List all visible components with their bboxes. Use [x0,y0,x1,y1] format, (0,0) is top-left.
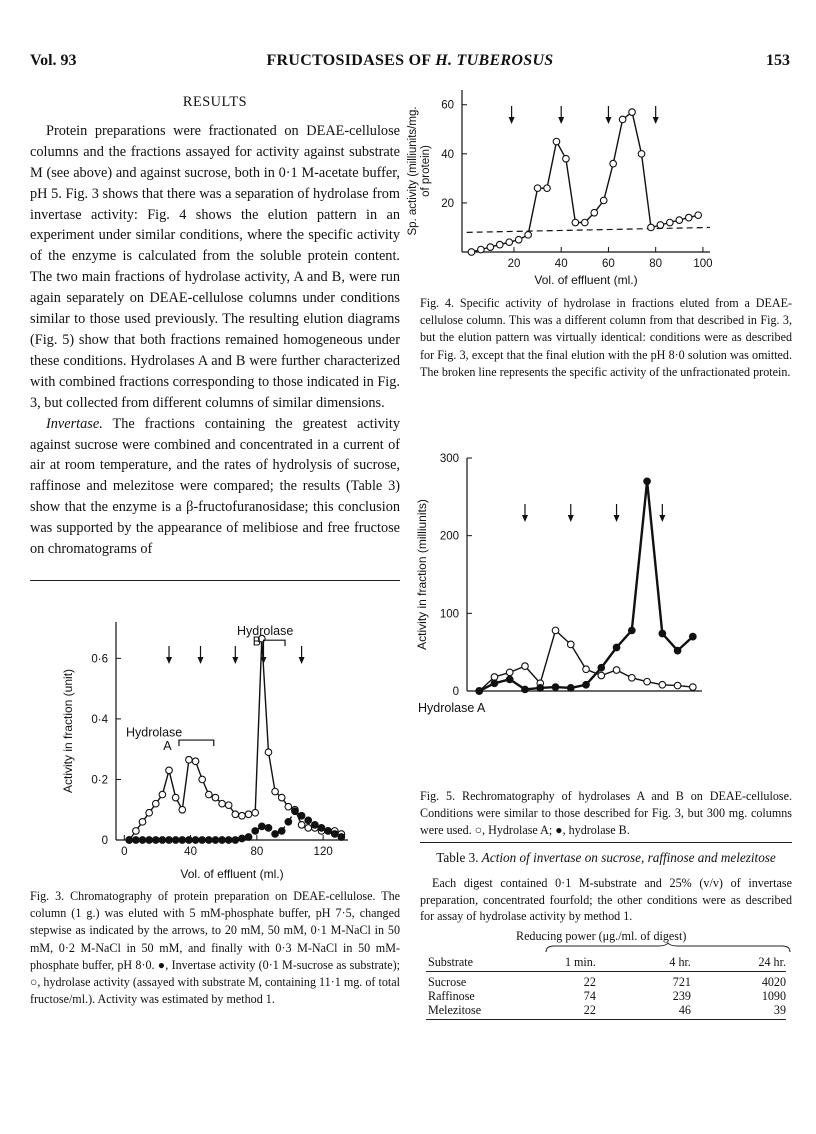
y-tick-label: 0·2 [91,774,108,787]
data-point-open [192,758,199,765]
y-axis-title: Activity in fraction (unit) [61,668,75,794]
x-tick-label: 40 [554,258,568,270]
column-header: 24 hr. [758,954,786,969]
data-point-open [239,812,246,819]
data-point-filled [305,817,312,824]
data-point-filled [690,633,697,640]
data-point-filled [199,837,206,844]
results-heading: RESULTS [182,94,248,110]
elution-step-arrowhead [659,515,665,522]
x-tick-label: 120 [313,846,333,858]
data-point-open [219,800,226,807]
hydrolase-label: A [163,739,172,754]
table-header-row [420,955,792,969]
data-point-open [644,678,651,685]
species-name: H. TUBEROSUS [435,52,554,69]
table-cell: 1090 [761,988,786,1003]
data-point-open [515,236,522,243]
table-3-grid [420,955,792,1023]
data-point-open [478,246,485,253]
elution-step-arrowhead [605,117,611,124]
data-point-filled [613,644,620,651]
data-point-open [272,788,279,795]
data-point-filled [186,837,193,844]
data-point-open [212,794,219,801]
data-point-filled [219,837,226,844]
x-tick-label: 80 [649,258,663,270]
data-point-filled [476,688,483,695]
table-cell: 74 [583,988,596,1003]
table-header-rule [426,971,786,972]
table-3-title: Table 3. Action of invertase on sucrose, raffinose and melezitose [436,850,776,865]
data-point-filled [522,686,529,693]
figure-3-chart [30,594,400,884]
results-section [30,92,400,560]
y-axis-title: Sp. activity (milliunits/mg. [407,106,419,236]
data-point-open [553,138,560,145]
data-point-filled [239,835,246,842]
data-point-open [534,185,541,192]
data-point-filled [139,837,146,844]
table-row [420,1003,792,1017]
data-point-open [285,803,292,810]
group-brace [544,943,792,953]
x-tick-label: 40 [184,846,197,858]
elution-step-arrowhead [299,657,305,664]
table-cell: 39 [773,1002,786,1017]
data-point-filled [192,837,199,844]
series-line [471,112,698,252]
data-point-filled [325,828,332,835]
series-line [479,481,693,691]
data-point-open [232,811,239,818]
x-axis-title: Vol. of effluent (ml.) [180,867,284,881]
data-point-open [152,800,159,807]
hydrolase-a-row-label: Hydrolase A [418,701,486,715]
data-point-filled [172,837,179,844]
table-cell: 4020 [761,974,786,989]
data-point-open [695,212,702,219]
y-tick-label: 200 [439,530,459,543]
column-header: 1 min. [564,954,596,969]
table-cell: 22 [583,974,596,989]
x-tick-label: 80 [250,846,264,858]
data-point-filled [272,831,279,838]
data-point-open [252,809,259,816]
data-point-open [133,828,140,835]
x-tick-label: 60 [602,258,615,270]
data-point-open [613,667,620,674]
data-point-open [674,682,681,689]
y-tick-label: 20 [441,197,454,210]
data-point-open [305,825,312,832]
y-axis-title: Activity in fraction (milliunits) [415,499,429,650]
data-point-open [572,219,579,226]
elution-step-arrowhead [522,515,528,522]
data-point-open [265,749,272,756]
data-point-open [139,819,146,826]
data-point-filled [537,685,544,692]
table-cell: Melezitose [428,1002,482,1017]
data-point-filled [265,825,272,832]
data-point-open [179,806,186,813]
data-point-filled [166,837,173,844]
data-point-filled [644,478,651,485]
data-point-filled [674,647,681,654]
hydrolase-label: Hydrolase [125,725,183,740]
data-point-filled [285,819,292,826]
data-point-open [629,109,636,116]
figure-5-caption: Fig. 5. Rechromatography of hydrolases A and B on DEAE-cellulose. Conditions were similar to those described for Fig. 3, but 300 mg. columns were used. ○, Hydrolase A; ●, hydrolase B. [420,789,792,838]
data-point-open [659,681,666,688]
data-point-open [648,224,655,231]
data-point-open [159,791,166,798]
data-point-open [278,794,285,801]
data-point-filled [312,822,319,829]
data-point-open [638,151,645,158]
table-row [420,975,792,989]
data-point-open [567,641,574,648]
data-point-open [506,239,513,246]
unfractionated-protein-baseline [467,227,710,232]
hydrolase-fraction-bracket [263,640,285,646]
elution-step-arrowhead [614,515,620,522]
data-point-open [522,663,529,670]
data-point-filled [146,837,153,844]
y-tick-label: 0·6 [91,653,108,666]
data-point-filled [259,823,266,830]
data-point-open [506,669,513,676]
data-point-open [685,214,692,221]
figure-4-chart [407,80,792,294]
data-point-open [225,802,232,809]
invertase-label: Invertase. [46,415,103,432]
running-header [30,52,790,76]
data-point-filled [629,627,636,634]
table-3-note: Each digest contained 0·1 M-substrate and 25% (v/v) of invertase preparation, concentrated fourfold; the other conditions were as described for assay of hydrolase activity by method 1. [420,876,792,923]
data-point-open [598,672,605,679]
x-axis-title: Vol. of effluent (ml.) [534,273,638,287]
table-cell: 721 [672,974,691,989]
figure-4-caption: Fig. 4. Specific activity of hydrolase in fractions eluted from a DEAE-cellulose column. This was a different column from that described in Fig. 3, but the elution pattern was virtually identical: conditions were as described for Fig. 3, except that the final elution with the pH 8·0 solution was omitted. The broken line represents the specific activity of the unfractionated protein. [420,296,792,379]
data-point-open [146,809,153,816]
data-point-open [629,674,636,681]
data-point-filled [292,808,299,815]
volume-number: Vol. 93 [30,52,77,69]
data-point-filled [252,828,259,835]
y-tick-label: 60 [441,99,454,112]
data-point-open [544,185,551,192]
hydrolase-label: B [252,634,262,649]
column-header: Substrate [428,954,474,969]
data-point-open [172,794,179,801]
hydrolase-fraction-bracket [179,740,214,746]
data-point-open [600,197,607,204]
table-3 [420,842,792,1019]
journal-running-title: FRUCTOSIDASES OF H. TUBEROSUS [266,52,554,69]
elution-step-arrowhead [232,657,238,664]
elution-step-arrowhead [166,657,172,664]
table-cell: Raffinose [428,988,475,1003]
data-point-filled [567,685,574,692]
data-point-open [619,116,626,123]
data-point-open [525,232,532,239]
data-point-open [186,756,193,763]
table-cell: 22 [583,1002,596,1017]
data-point-filled [552,684,559,691]
results-paragraph-2: Invertase. The fractions containing the greatest activity against sucrose were combined and concentrated in a current of air at room temperature, and the rates of hydrolysis of sucrose, raffinose and melezitose were compared; the results (Table 3) show that the enzyme is a β-fructofuranosidase; this conclusion was supported by the appearance of melibiose and free fructose on chromatograms of [30,415,400,558]
data-point-open [487,244,494,251]
data-point-filled [232,837,239,844]
data-point-filled [245,834,252,841]
data-point-filled [179,837,186,844]
data-point-open [552,627,559,634]
data-point-open [657,222,664,229]
data-point-filled [206,837,213,844]
data-point-open [468,249,475,256]
column-divider-rule [30,580,400,581]
column-header: 4 hr. [669,954,691,969]
data-point-filled [506,676,513,683]
data-point-open [582,219,589,226]
data-point-open [610,160,617,167]
y-tick-label: 0 [452,686,459,698]
data-point-open [591,209,598,216]
data-point-filled [212,837,219,844]
data-point-filled [126,837,133,844]
hydrolase-label: Hydrolase [237,624,294,639]
figure-5-chart [412,450,792,715]
data-point-filled [225,837,232,844]
data-point-open [667,219,674,226]
y-axis-title-line-2: of protein) [420,145,432,197]
table-cell: 46 [678,1002,691,1017]
elution-step-arrowhead [509,117,515,124]
y-tick-label: 100 [439,608,459,621]
table-row [420,989,792,1003]
data-point-open [690,684,697,691]
data-point-filled [133,837,140,844]
data-point-filled [598,664,605,671]
table-3-body [420,929,792,1019]
data-point-open [491,674,498,681]
data-point-open [583,666,590,673]
data-point-filled [318,825,325,832]
x-tick-label: 100 [693,258,713,270]
page-number: 153 [766,52,790,69]
y-tick-label: 300 [439,453,459,465]
table-cell: Sucrose [428,974,467,989]
results-paragraph-1: Protein preparations were fractionated on DEAE-cellulose columns and the fractions assayed for activity against substrate M (see above) and against sucrose, both in 0·1 M-acetate buffer, pH 5. Fig. 3 shows that there was a separation of hydrolase from invertase activity: Fig. 4 shows the elution pattern in an experiment under similar conditions, where the specific activity of the enzyme is calculated from the soluble protein content. The two main fractions of hydrolase activity, A and B, were run again separately on DEAE-cellulose columns under conditions similar to those used previously. The resulting elution diagrams (Fig. 5) show that both fractions remained homogeneous under these conditions. Hydrolases A and B were further characterized with combined fractions corresponding to those indicated in Fig. 3, but collected from different columns of similar dimensions. [30,122,400,411]
figure-3-caption: Fig. 3. Chromatography of protein preparation on DEAE-cellulose. The column (1 g.) was eluted with 5 mM-phosphate buffer, pH 7·5, changed stepwise as indicated by the arrows, to 20 mM, 50 mM, 0·1 M-NaCl in 50 mM, 0·2 M-NaCl in 50 mM, and finally with 0·3 M-NaCl in 50 mM-phosphate buffer, pH 8·0. ●, Invertase activity (0·1 M-sucrose as substrate); ○, hydrolase activity (assayed with substrate M, containing 11·1 mg. of total fructose/ml.). Activity was estimated by method 1. [30,889,400,1007]
data-point-filled [298,812,305,819]
data-point-open [166,767,173,774]
y-tick-label: 0 [101,835,108,847]
data-point-filled [338,834,345,841]
data-point-filled [659,630,666,637]
data-point-open [563,155,570,162]
data-point-open [676,217,683,224]
table-cell: 239 [672,988,691,1003]
data-point-filled [278,828,285,835]
data-point-filled [583,681,590,688]
data-point-filled [159,837,166,844]
table-bottom-rule [426,1019,786,1020]
figure-5-fraction-axis [420,700,800,790]
table-top-rule [420,842,792,843]
data-point-filled [491,680,498,687]
x-tick-label: 20 [507,258,521,270]
data-point-open [245,811,252,818]
data-point-open [199,776,206,783]
data-point-filled [331,831,338,838]
data-point-open [206,791,213,798]
y-tick-label: 40 [441,148,454,161]
x-tick-label: 0 [121,846,128,858]
elution-step-arrowhead [558,117,564,124]
reducing-power-header: Reducing power (μg./ml. of digest) [516,928,687,943]
elution-step-arrowhead [568,515,574,522]
elution-step-arrowhead [653,117,659,124]
data-point-filled [152,837,159,844]
y-tick-label: 0·4 [91,713,108,726]
data-point-open [496,241,503,248]
elution-step-arrowhead [198,657,204,664]
data-point-open [298,822,305,829]
